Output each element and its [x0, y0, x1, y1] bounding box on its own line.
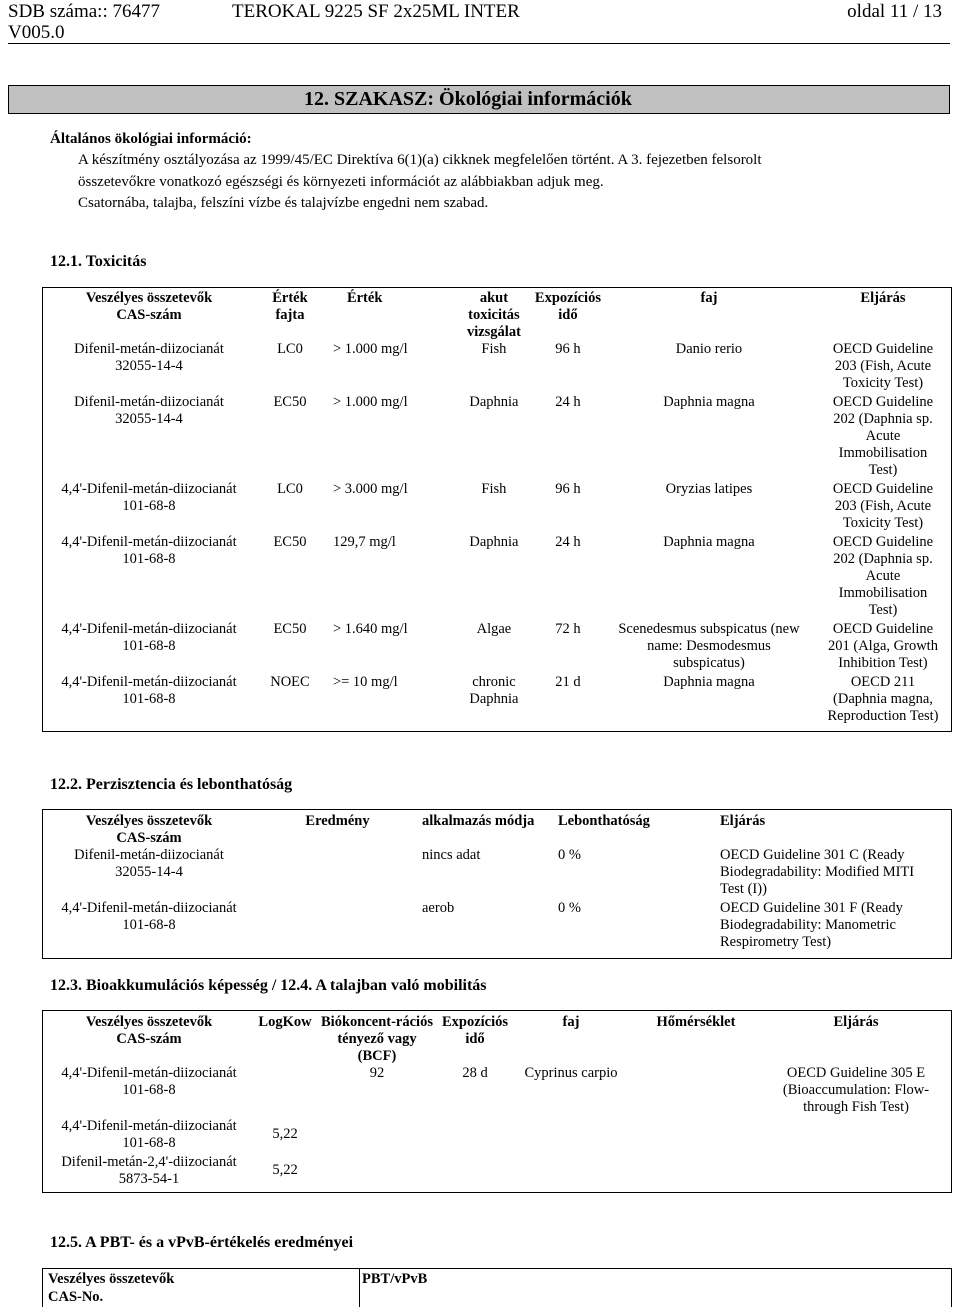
- bioaccumulation-header-row: [43, 1014, 951, 1065]
- col-value: [325, 290, 455, 341]
- col-method: [815, 290, 951, 341]
- col-component: [43, 1014, 255, 1065]
- cell-text: 203 (Fish, Acute: [834, 358, 932, 374]
- cell-text: 24 h: [555, 394, 581, 410]
- cell-text: Cyprinus carpio: [524, 1065, 618, 1081]
- cell-text: aerob: [422, 900, 455, 916]
- cell-text: 201 (Alga, Growth: [828, 638, 938, 654]
- header-text: fajta: [275, 307, 305, 323]
- cell-text: Immobilisation: [838, 585, 928, 601]
- general-heading: Általános ökológiai információ:: [50, 131, 252, 147]
- cell-text: Daphnia: [469, 691, 519, 707]
- table-row: [43, 674, 951, 727]
- pbt-column-divider: [359, 1268, 360, 1307]
- table-cell: [603, 481, 815, 534]
- cell-text: Test): [868, 602, 898, 618]
- component-cell: [43, 1154, 255, 1190]
- col-method: Eljárás: [720, 813, 766, 829]
- cell-text: 21 d: [555, 674, 581, 690]
- table-cell: [533, 621, 603, 674]
- cell-text: 0 %: [558, 847, 581, 863]
- cell-text: OECD Guideline: [832, 481, 934, 497]
- cell-text: 202 (Daphnia sp.: [833, 411, 933, 427]
- table-cell: [255, 1118, 315, 1154]
- section-title: 12. SZAKASZ: Ökológiai információk: [304, 88, 632, 110]
- cell-text: Oryzias latipes: [665, 481, 753, 497]
- table-row: [43, 534, 951, 621]
- cell-text: OECD 211: [850, 674, 916, 690]
- cell-text: name: Desmodesmus: [647, 638, 771, 654]
- table-row: [43, 1118, 951, 1154]
- table-cell: [255, 1065, 315, 1118]
- component-name: Difenil-metán-diizocianát: [74, 394, 224, 410]
- component-cell: [43, 394, 255, 481]
- component-name: 4,4'-Difenil-metán-diizocianát: [61, 674, 237, 690]
- header-text: idő: [465, 1031, 485, 1047]
- cell-text: > 1.000 mg/l: [332, 394, 408, 410]
- component-cell: [43, 621, 255, 674]
- cas-number: 32055-14-4: [115, 358, 183, 374]
- cell-text: Algae: [476, 621, 512, 637]
- table-cell: [603, 394, 815, 481]
- cas-number: 101-68-8: [122, 691, 176, 707]
- cell-text: 203 (Fish, Acute: [834, 498, 932, 514]
- col-species: [603, 290, 815, 341]
- table-cell: [603, 674, 815, 727]
- cell-text: (Daphnia magna,: [833, 691, 933, 707]
- cell-text: (Bioaccumulation: Flow-: [782, 1082, 930, 1098]
- cell-text: LC0: [277, 341, 303, 357]
- cell-text: Biodegradability: Manometric: [720, 917, 896, 933]
- toxicity-table: [43, 290, 951, 727]
- table-cell: [255, 621, 325, 674]
- table-row: [43, 847, 951, 900]
- component-cell: [43, 674, 255, 727]
- general-line-3: Csatornába, talajba, felszíni vízbe és talajvízbe engedni nem szabad.: [78, 195, 489, 211]
- component-cell: [43, 341, 255, 394]
- component-cell: [43, 1065, 255, 1118]
- cell-text: > 1.640 mg/l: [332, 621, 408, 637]
- general-line-2: összetevőkre vonatkozó egészségi és környezeti információt az alábbiakban adjuk meg.: [78, 174, 604, 190]
- cell-text: Immobilisation: [838, 445, 928, 461]
- table-row: [43, 341, 951, 394]
- component-name: 4,4'-Difenil-metán-diizocianát: [61, 900, 237, 916]
- cell-text: Daphnia: [469, 394, 519, 410]
- cell-text: 72 h: [555, 621, 581, 637]
- table-cell: [556, 847, 718, 900]
- col-logkow: LogKow: [258, 1014, 312, 1030]
- header-text: Érték: [272, 290, 308, 306]
- table-cell: [315, 1154, 439, 1190]
- cell-text: EC50: [273, 534, 307, 550]
- cell-text: OECD Guideline: [832, 341, 934, 357]
- cell-text: chronic: [472, 674, 516, 690]
- component-name: Difenil-metán-diizocianát: [74, 341, 224, 357]
- cell-text: Scenedesmus subspicatus (new: [618, 621, 800, 637]
- cas-number: 5873-54-1: [118, 1171, 180, 1187]
- table-cell: [255, 341, 325, 394]
- table-cell: [533, 341, 603, 394]
- component-name: Difenil-metán-diizocianát: [74, 847, 224, 863]
- table-cell: [631, 1065, 761, 1118]
- table-cell: [255, 674, 325, 727]
- table-cell: [511, 1118, 631, 1154]
- cell-text: EC50: [273, 394, 307, 410]
- version: V005.0: [8, 22, 65, 43]
- table-cell: [533, 674, 603, 727]
- header-text: Biókoncent-rációs: [321, 1014, 433, 1030]
- cell-text: Danio rerio: [675, 341, 743, 357]
- page-header: [8, 0, 942, 44]
- cell-text: nincs adat: [422, 847, 481, 863]
- col-mode: alkalmazás módja: [422, 813, 535, 829]
- cell-text: Daphnia: [469, 534, 519, 550]
- table-cell: [603, 621, 815, 674]
- cell-text: OECD Guideline 305 E: [786, 1065, 926, 1081]
- col-degradability: Lebonthatóság: [558, 813, 650, 829]
- table-cell: [511, 1154, 631, 1190]
- table-cell: [455, 394, 533, 481]
- cell-text: > 1.000 mg/l: [332, 341, 408, 357]
- cell-text: EC50: [273, 621, 307, 637]
- table-cell: [815, 341, 951, 394]
- table-cell: [603, 534, 815, 621]
- cell-text: Daphnia magna: [663, 674, 755, 690]
- table-cell: [455, 674, 533, 727]
- table-cell: [761, 1065, 951, 1118]
- header-text: idő: [558, 307, 578, 323]
- persistence-table: [43, 813, 951, 953]
- cell-text: 92: [369, 1065, 385, 1081]
- bioaccumulation-table: [43, 1014, 951, 1190]
- col-species: faj: [562, 1014, 580, 1030]
- table-cell: [439, 1154, 511, 1190]
- persistence-header-row: [43, 813, 951, 847]
- table-cell: [455, 341, 533, 394]
- table-cell: [533, 534, 603, 621]
- col-value-type: [255, 290, 325, 341]
- table-cell: [255, 481, 325, 534]
- cell-text: 5,22: [272, 1162, 298, 1178]
- cell-text: subspicatus): [673, 655, 745, 671]
- header-divider: [8, 43, 950, 44]
- header-text: toxicitás: [468, 307, 520, 323]
- table-cell: [255, 394, 325, 481]
- header-text: CAS-No.: [48, 1289, 104, 1305]
- pbt-heading: 12.5. A PBT- és a vPvB-értékelés eredményei: [50, 1234, 354, 1251]
- cell-text: >= 10 mg/l: [332, 674, 398, 690]
- table-cell: [761, 1118, 951, 1154]
- cell-text: 24 h: [555, 534, 581, 550]
- cas-number: 101-68-8: [122, 1135, 176, 1151]
- col-acute-test: [455, 290, 533, 341]
- cell-text: OECD Guideline: [832, 534, 934, 550]
- table-cell: [439, 1118, 511, 1154]
- header-text: (BCF): [357, 1048, 397, 1064]
- cas-number: 101-68-8: [122, 1082, 176, 1098]
- table-cell: [455, 621, 533, 674]
- cell-text: Acute: [865, 568, 901, 584]
- cas-number: 101-68-8: [122, 638, 176, 654]
- header-text: Érték: [346, 290, 383, 306]
- table-row: [43, 481, 951, 534]
- cell-text: Fish: [481, 341, 507, 357]
- table-cell: [439, 1065, 511, 1118]
- cell-text: Biodegradability: Modified MITI: [720, 864, 915, 880]
- cell-text: NOEC: [270, 674, 310, 690]
- col-method: Eljárás: [833, 1014, 879, 1030]
- component-cell: [43, 900, 255, 953]
- component-cell: [43, 481, 255, 534]
- pbt-col-component: [48, 1270, 174, 1306]
- table-cell: [815, 394, 951, 481]
- header-text: tényező vagy: [337, 1031, 417, 1047]
- table-cell: [533, 481, 603, 534]
- cell-text: Daphnia magna: [663, 534, 755, 550]
- table-cell: [533, 394, 603, 481]
- cell-text: 5,22: [272, 1126, 298, 1142]
- col-result: Eredmény: [305, 813, 370, 829]
- table-cell: [325, 341, 455, 394]
- cell-text: OECD Guideline 301 C (Ready: [720, 847, 905, 863]
- toxicity-heading: 12.1. Toxicitás: [50, 253, 147, 270]
- cell-text: Acute: [865, 428, 901, 444]
- cell-text: 28 d: [462, 1065, 488, 1081]
- table-cell: [255, 847, 420, 900]
- component-cell: [43, 534, 255, 621]
- table-cell: [325, 674, 455, 727]
- table-cell: [255, 534, 325, 621]
- header-text: Expozíciós: [441, 1014, 509, 1030]
- table-cell: [718, 900, 951, 953]
- table-cell: [315, 1065, 439, 1118]
- table-row: [43, 621, 951, 674]
- cell-text: OECD Guideline: [832, 621, 934, 637]
- table-cell: [455, 481, 533, 534]
- product-name: TEROKAL 9225 SF 2x25ML INTER: [232, 1, 520, 22]
- col-component: [43, 290, 255, 341]
- cas-number: 32055-14-4: [115, 864, 183, 880]
- table-row: [43, 394, 951, 481]
- table-cell: [556, 900, 718, 953]
- cell-text: Test (I)): [720, 881, 767, 897]
- cell-text: Fish: [481, 481, 507, 497]
- header-text: Veszélyes összetevők: [85, 1014, 213, 1030]
- cell-text: 0 %: [558, 900, 581, 916]
- cell-text: Test): [868, 462, 898, 478]
- table-cell: [255, 1154, 315, 1190]
- header-text: Veszélyes összetevők: [85, 813, 213, 829]
- header-text: CAS-szám: [116, 1031, 182, 1047]
- cell-text: Toxicity Test): [842, 515, 924, 531]
- table-cell: [255, 900, 420, 953]
- table-row: [43, 900, 951, 953]
- page-number: oldal 11 / 13: [847, 1, 942, 22]
- table-cell: [815, 534, 951, 621]
- cell-text: Daphnia magna: [663, 394, 755, 410]
- cell-text: Toxicity Test): [842, 375, 924, 391]
- table-cell: [420, 847, 556, 900]
- table-cell: [718, 847, 951, 900]
- header-text: faj: [700, 290, 718, 306]
- cell-text: 129,7 mg/l: [332, 534, 396, 550]
- table-cell: [315, 1118, 439, 1154]
- cell-text: LC0: [277, 481, 303, 497]
- table-row: [43, 1154, 951, 1190]
- table-cell: [455, 534, 533, 621]
- component-name: 4,4'-Difenil-metán-diizocianát: [61, 1065, 237, 1081]
- cas-number: 32055-14-4: [115, 411, 183, 427]
- bioaccumulation-heading: 12.3. Bioakkumulációs képesség / 12.4. A talajban való mobilitás: [50, 977, 487, 994]
- table-cell: [325, 394, 455, 481]
- toxicity-header-row: [43, 290, 951, 341]
- cas-number: 101-68-8: [122, 551, 176, 567]
- component-cell: [43, 847, 255, 900]
- table-row: [43, 1065, 951, 1118]
- component-name: 4,4'-Difenil-metán-diizocianát: [61, 534, 237, 550]
- cell-text: 96 h: [555, 341, 581, 357]
- pbt-col-result: PBT/vPvB: [362, 1271, 428, 1287]
- persistence-heading: 12.2. Perzisztencia és lebonthatóság: [50, 776, 293, 793]
- table-cell: [631, 1154, 761, 1190]
- header-text: vizsgálat: [466, 324, 521, 340]
- col-component: [43, 813, 255, 847]
- table-cell: [761, 1154, 951, 1190]
- header-text: akut: [479, 290, 509, 306]
- col-exposure: [533, 290, 603, 341]
- cas-number: 101-68-8: [122, 917, 176, 933]
- cell-text: Inhibition Test): [838, 655, 928, 671]
- header-text: Expozíciós: [534, 290, 601, 306]
- component-name: 4,4'-Difenil-metán-diizocianát: [61, 481, 237, 497]
- table-cell: [325, 481, 455, 534]
- cell-text: Respirometry Test): [720, 934, 832, 950]
- component-name: 4,4'-Difenil-metán-diizocianát: [61, 621, 237, 637]
- cas-number: 101-68-8: [122, 498, 176, 514]
- table-cell: [815, 674, 951, 727]
- header-text: Eljárás: [860, 290, 906, 306]
- col-bcf: [315, 1014, 439, 1065]
- table-cell: [511, 1065, 631, 1118]
- header-text: CAS-szám: [116, 830, 182, 846]
- table-cell: [325, 621, 455, 674]
- pbt-table-border: [42, 1268, 952, 1307]
- cell-text: 202 (Daphnia sp.: [833, 551, 933, 567]
- col-temperature: Hőmérséklet: [656, 1014, 736, 1030]
- table-cell: [325, 534, 455, 621]
- cell-text: Reproduction Test): [827, 708, 939, 724]
- cell-text: through Fish Test): [803, 1099, 909, 1115]
- cell-text: OECD Guideline: [832, 394, 934, 410]
- cell-text: > 3.000 mg/l: [332, 481, 408, 497]
- table-cell: [815, 481, 951, 534]
- table-cell: [815, 621, 951, 674]
- table-cell: [603, 341, 815, 394]
- component-name: 4,4'-Difenil-metán-diizocianát: [61, 1118, 237, 1134]
- component-cell: [43, 1118, 255, 1154]
- header-text: Veszélyes összetevők: [85, 290, 213, 306]
- sdb-number: SDB száma:: 76477: [8, 1, 160, 22]
- general-line-1: A készítmény osztályozása az 1999/45/EC Direktíva 6(1)(a) cikknek megfelelően történt. A 3. fejezetben felsorolt: [78, 152, 762, 168]
- cell-text: OECD Guideline 301 F (Ready: [720, 900, 903, 916]
- section-title-bar: [8, 85, 950, 114]
- cell-text: 96 h: [555, 481, 581, 497]
- col-exposure: [439, 1014, 511, 1065]
- table-cell: [631, 1118, 761, 1154]
- header-text: CAS-szám: [116, 307, 182, 323]
- component-name: Difenil-metán-2,4'-diizocianát: [61, 1154, 237, 1170]
- table-cell: [420, 900, 556, 953]
- header-text: Veszélyes összetevők: [48, 1271, 175, 1287]
